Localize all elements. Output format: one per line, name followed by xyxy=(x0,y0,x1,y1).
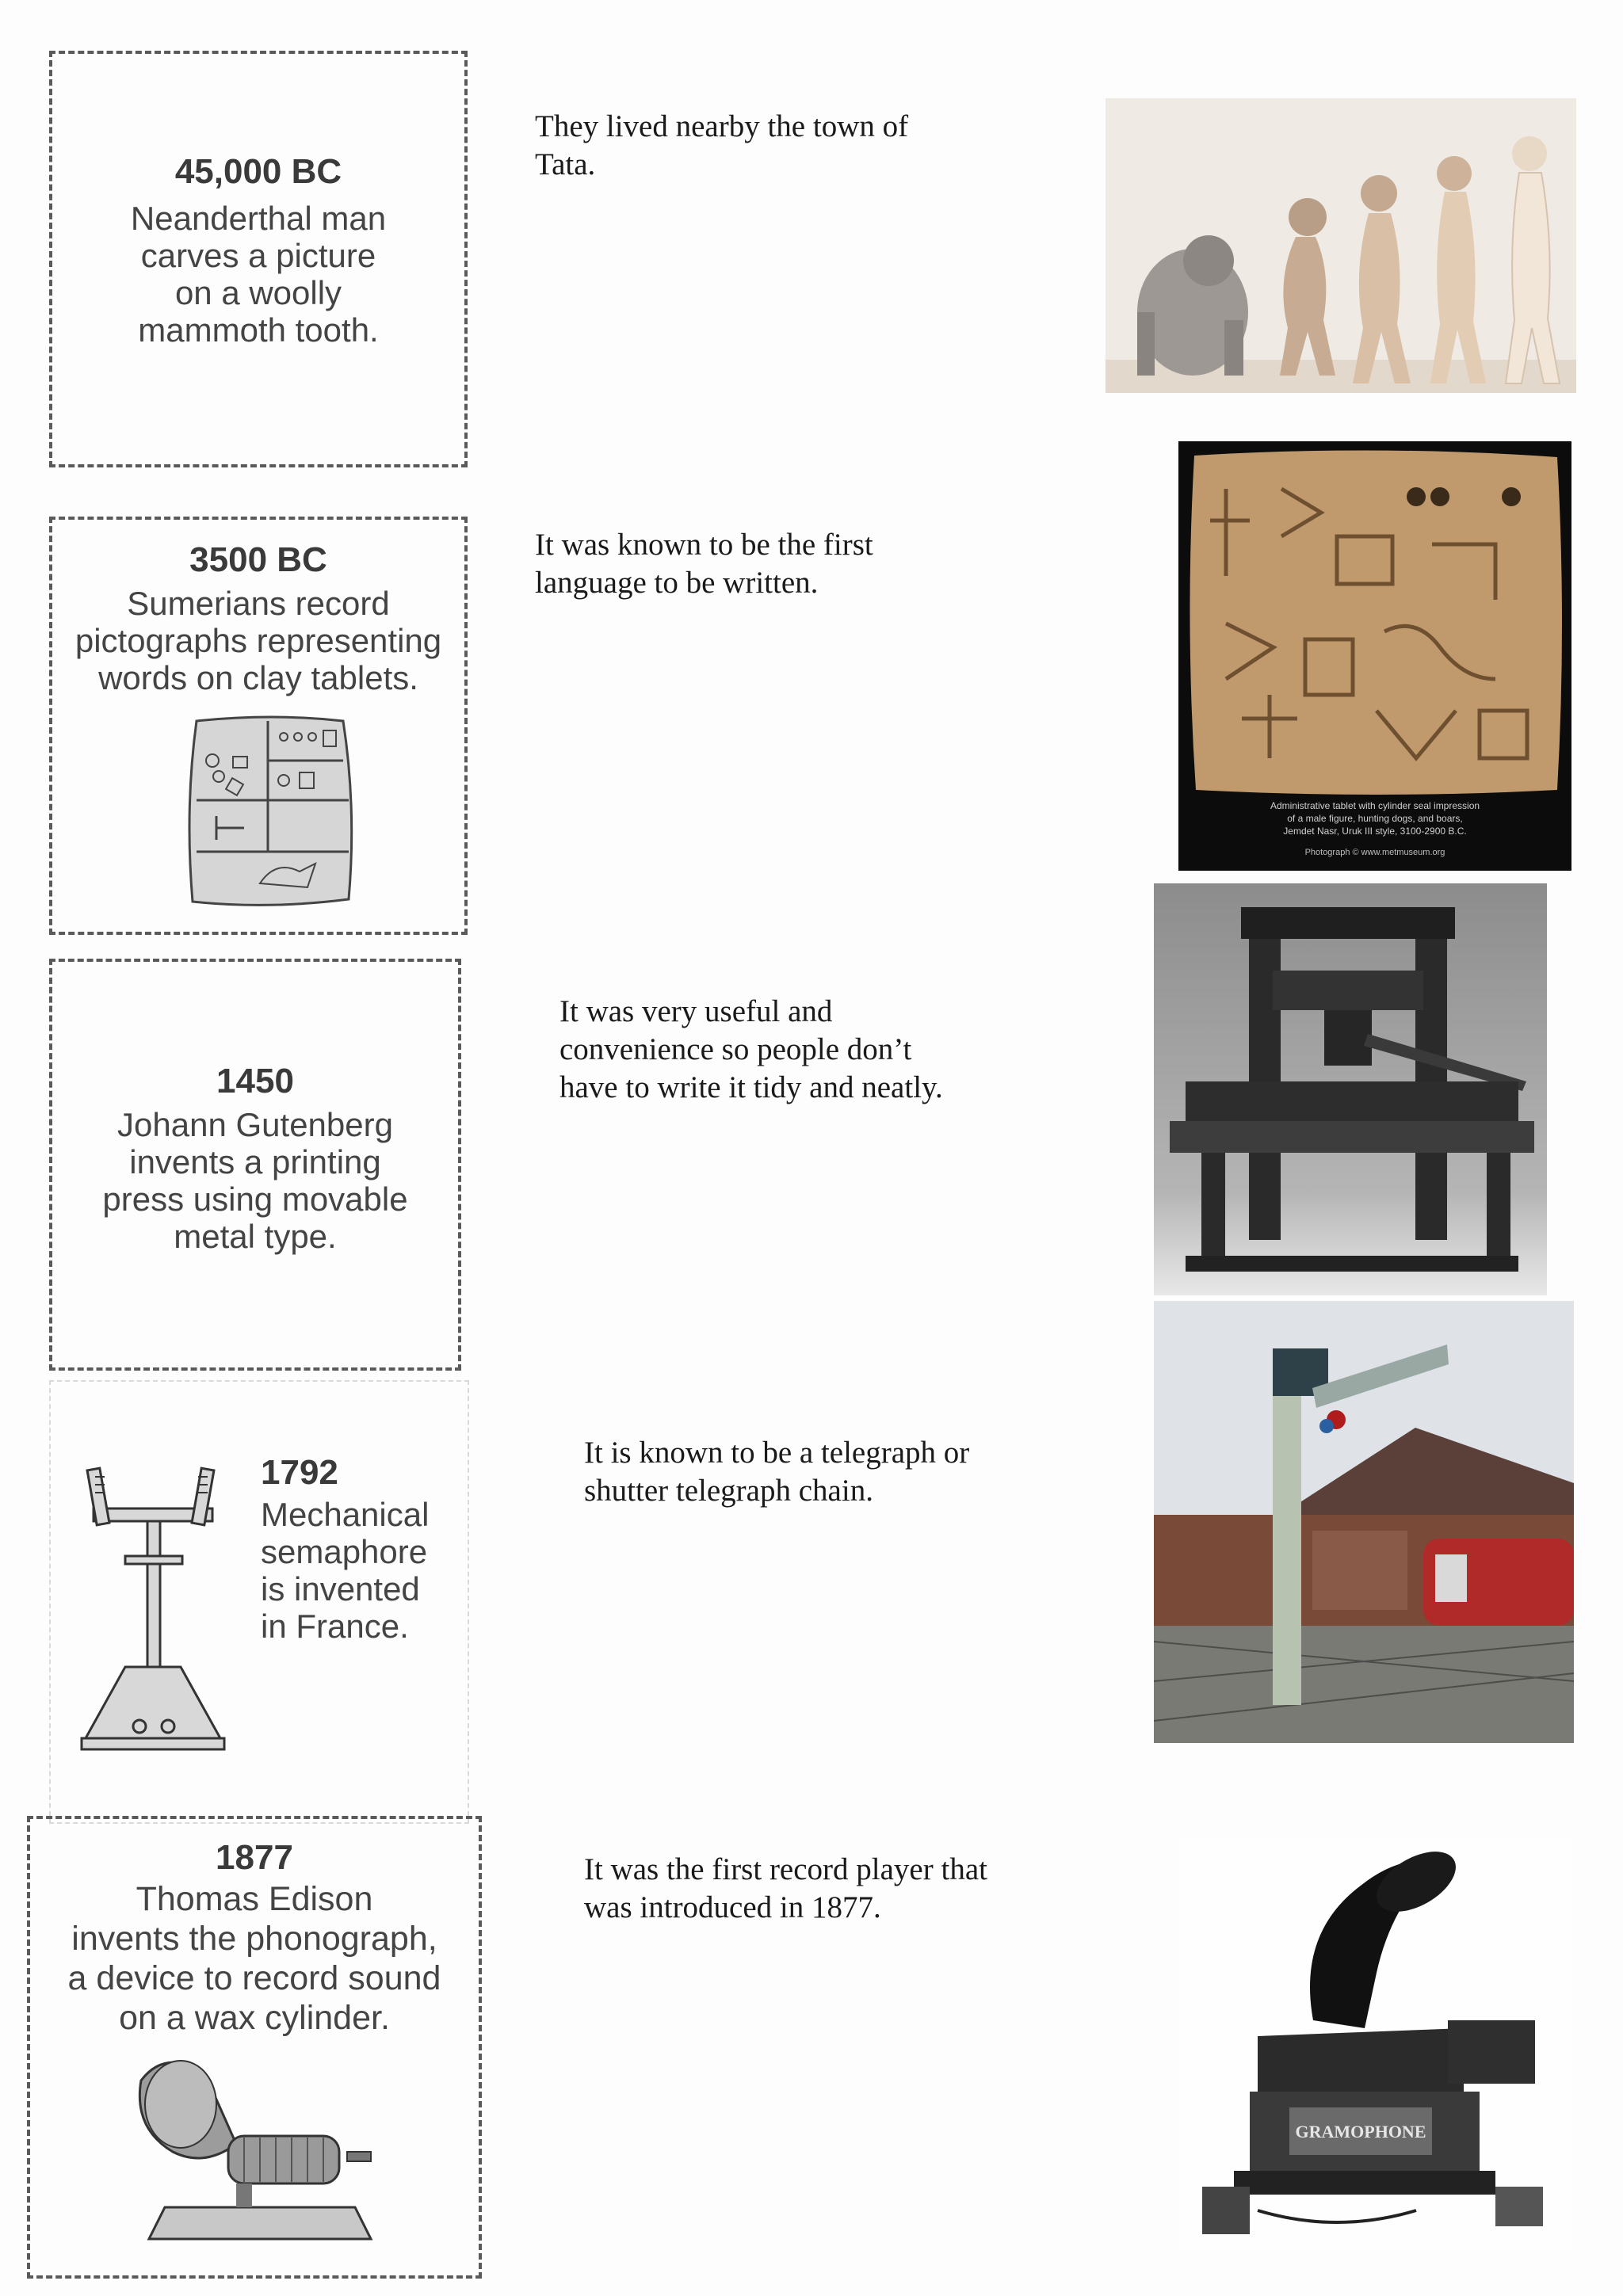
gramophone-icon xyxy=(1178,1838,1571,2250)
photo-caption: of a male figure, hunting dogs, and boars, xyxy=(1287,813,1463,824)
photo-caption: Photograph © www.metmuseum.org xyxy=(1304,848,1445,857)
timeline-card-1792 xyxy=(49,1380,469,1824)
card-description: Sumerians record pictographs representing words on clay tablets. xyxy=(74,585,442,696)
timeline-card-45000bc xyxy=(49,51,468,467)
entry-note: It was the first record player that was introduced in 1877. xyxy=(584,1852,987,1924)
entry-note: They lived nearby the town of Tata. xyxy=(535,109,909,181)
semaphore-drawing xyxy=(78,1461,260,1762)
clay-tablet-icon xyxy=(181,713,363,911)
railway-semaphore-icon xyxy=(1154,1301,1574,1743)
clay-tablet-drawing xyxy=(181,713,363,911)
card-description: Mechanical semaphore is invented in France. xyxy=(261,1496,430,1645)
card-description: Neanderthal man carves a picture on a woolly mammoth tooth. xyxy=(130,200,387,349)
card-year: 1877 xyxy=(216,1838,293,1877)
phonograph-icon xyxy=(117,2049,379,2263)
clay-tablet-icon xyxy=(1178,441,1571,871)
card-year: 3500 BC xyxy=(189,540,327,579)
gramophone-label: GRAMOPHONE xyxy=(1295,2122,1426,2142)
timeline-card-3500bc xyxy=(49,517,468,935)
printing-press-photo xyxy=(1154,883,1547,1295)
clay-tablet-photo xyxy=(1178,441,1571,871)
railway-semaphore-photo xyxy=(1154,1301,1574,1743)
card-description: Johann Gutenberg invents a printing press using movable metal type. xyxy=(102,1106,408,1255)
timeline-card-1877 xyxy=(27,1816,482,2279)
phonograph-drawing xyxy=(117,2049,379,2263)
card-description: Thomas Edison invents the phonograph, a device to record sound on a wax cylinder. xyxy=(67,1880,441,2037)
entry-note: It was very useful and convenience so people don’t have to write it tidy and neatly. xyxy=(559,994,943,1104)
human-evolution-icon xyxy=(1106,98,1576,393)
card-year: 45,000 BC xyxy=(174,152,342,191)
semaphore-icon xyxy=(78,1461,260,1762)
timeline-card-1450 xyxy=(49,959,461,1371)
entry-note: It was known to be the first language to be written. xyxy=(535,528,873,600)
card-year: 1450 xyxy=(216,1062,294,1100)
photo-caption: Administrative tablet with cylinder seal impression xyxy=(1270,800,1480,811)
evolution-photo xyxy=(1106,98,1576,393)
gramophone-photo xyxy=(1178,1838,1571,2250)
printing-press-icon xyxy=(1154,883,1547,1295)
photo-caption: Jemdet Nasr, Uruk III style, 3100-2900 B.C. xyxy=(1283,826,1467,837)
entry-note: It is known to be a telegraph or shutter telegraph chain. xyxy=(584,1436,970,1508)
card-year: 1792 xyxy=(261,1453,338,1492)
